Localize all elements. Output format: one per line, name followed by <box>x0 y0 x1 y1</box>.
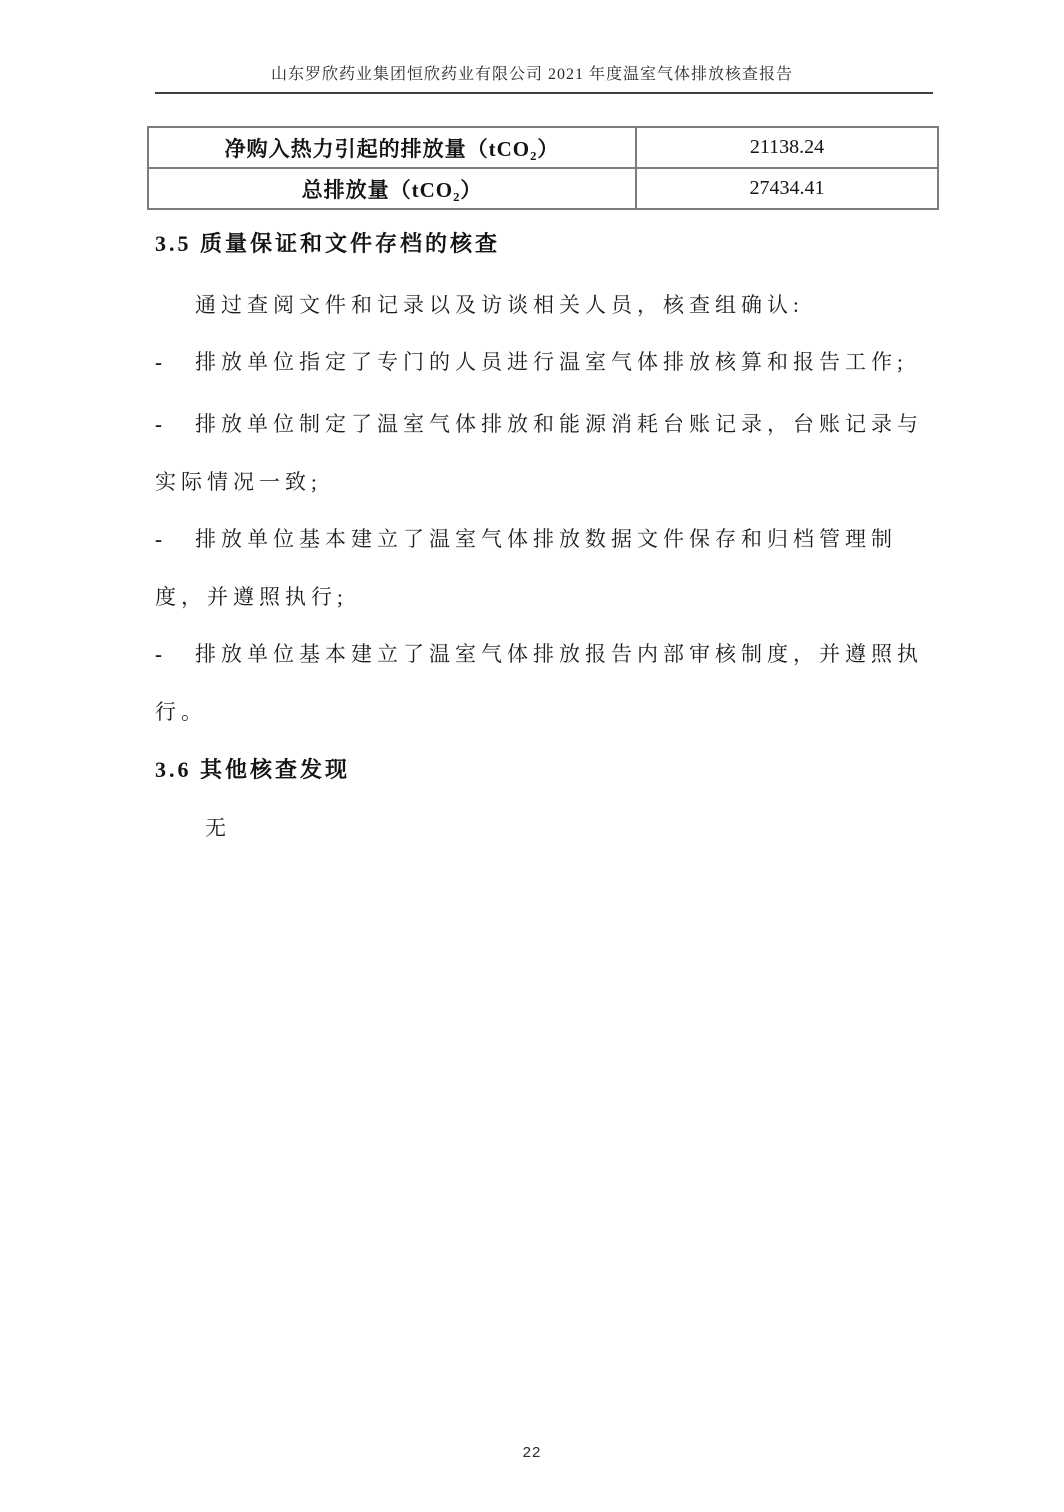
table-row <box>148 127 938 168</box>
emission-value-cell: 21138.24 <box>636 127 938 168</box>
finding-item-4-continuation: 行。 <box>155 700 207 724</box>
finding-item-2 <box>155 408 923 438</box>
finding-item-2-continuation: 实际情况一致; <box>155 470 322 494</box>
finding-item-3 <box>155 523 897 553</box>
dash-marker: - <box>155 350 162 374</box>
section-3-5-heading: 3.5 质量保证和文件存档的核查 <box>155 231 501 256</box>
finding-item-3-continuation: 度，并遵照执行; <box>155 585 348 609</box>
finding-text: 排放单位制定了温室气体排放和能源消耗台账记录，台账记录与 <box>195 412 923 436</box>
finding-text: 排放单位指定了专门的人员进行温室气体排放核算和报告工作; <box>195 350 908 374</box>
section-3-6-heading: 3.6 其他核查发现 <box>155 757 351 782</box>
finding-item-1 <box>155 346 908 376</box>
emission-label-cell: 净购入热力引起的排放量（tCO₂） <box>148 127 636 168</box>
table-row <box>148 168 938 209</box>
dash-marker: - <box>155 412 162 436</box>
dash-marker: - <box>155 527 162 551</box>
finding-text: 排放单位基本建立了温室气体排放数据文件保存和归档管理制 <box>195 527 897 551</box>
emission-label-cell: 总排放量（tCO₂） <box>148 168 636 209</box>
document-header-title: 山东罗欣药业集团恒欣药业有限公司 2021 年度温室气体排放核查报告 <box>270 66 793 83</box>
section-3-5-intro: 通过查阅文件和记录以及访谈相关人员，核查组确认: <box>195 293 804 317</box>
dash-marker: - <box>155 642 162 666</box>
page-number: 22 <box>522 1444 542 1461</box>
section-3-6-content: 无 <box>205 816 231 840</box>
finding-item-4 <box>155 638 923 668</box>
emissions-table <box>147 126 939 210</box>
emission-value-cell: 27434.41 <box>636 168 938 209</box>
finding-text: 排放单位基本建立了温室气体排放报告内部审核制度，并遵照执 <box>195 642 923 666</box>
header-rule <box>155 92 933 94</box>
